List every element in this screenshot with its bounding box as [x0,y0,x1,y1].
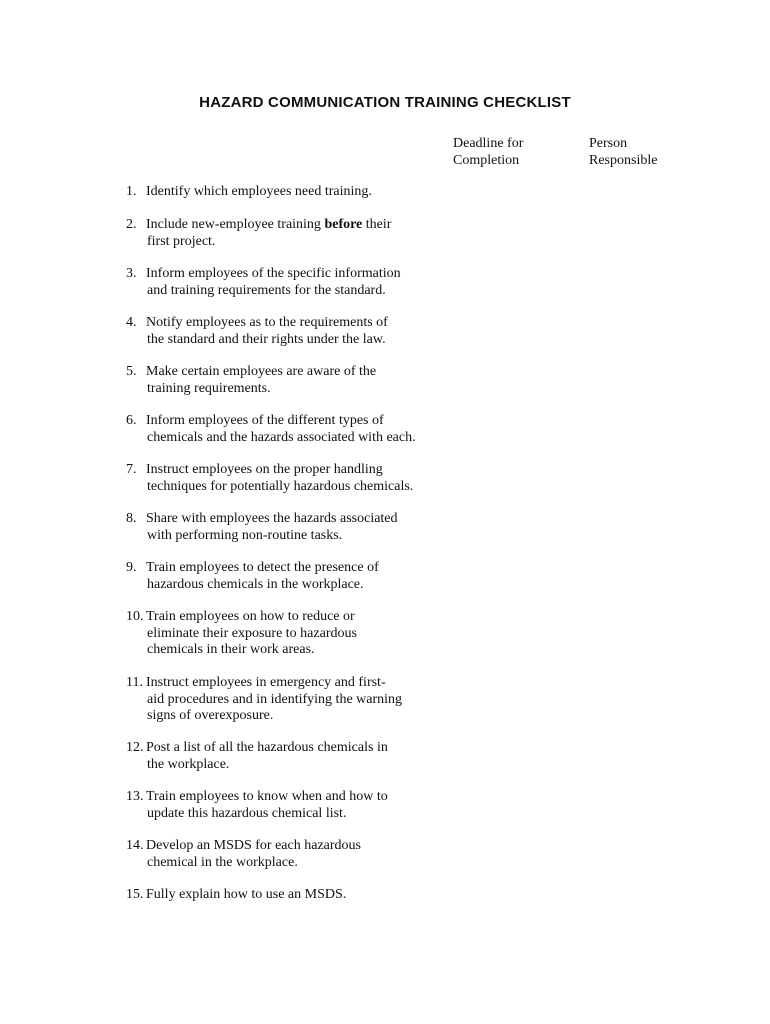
checklist-item-10 [126,609,357,659]
item-number: 7. [126,462,137,477]
person-header-line1: Person [589,136,628,151]
item-text-line2: first project. [147,233,216,249]
item-text-line1: Train employees to know when and how to [146,789,388,804]
item-text-line1: Inform employees of the different types of [146,413,384,428]
item-text-line2: chemical in the workplace. [147,854,298,870]
item-text-line1: Fully explain how to use an MSDS. [146,887,347,902]
item-number: 6. [126,413,137,428]
item-number: 12. [126,740,144,755]
checklist-item-8 [126,511,398,544]
checklist-item-1 [126,184,372,201]
item-text-line1-post: their [362,217,392,232]
item-text-line2: the workplace. [147,756,230,772]
item-number: 4. [126,315,137,330]
checklist-item-5 [126,364,376,397]
item-text-line1: Post a list of all the hazardous chemicals in [146,740,388,755]
item-text-line1: Identify which employees need training. [146,184,372,199]
item-text-line2: chemicals and the hazards associated with each. [147,429,416,445]
checklist-item-14 [126,838,361,871]
item-text-line1: Instruct employees in emergency and first- [146,675,386,690]
checklist-item-4 [126,315,388,348]
item-text-line2: aid procedures and in identifying the warning [147,691,403,707]
checklist-item-6 [126,413,416,446]
item-text-line2: with performing non-routine tasks. [147,527,343,543]
item-number: 11. [126,675,143,690]
checklist-item-12 [126,740,388,773]
item-text-line2: techniques for potentially hazardous chemicals. [147,478,414,494]
item-text-line2: hazardous chemicals in the workplace. [147,576,364,592]
checklist-item-13 [126,789,388,822]
page-title: HAZARD COMMUNICATION TRAINING CHECKLIST [199,94,571,111]
item-number: 8. [126,511,137,526]
item-text-line2: update this hazardous chemical list. [147,805,347,821]
item-text-line1: Make certain employees are aware of the [146,364,377,379]
item-number: 2. [126,217,137,232]
item-number: 1. [126,184,137,199]
deadline-header-line1: Deadline for [453,136,524,151]
item-text-line1: Train employees on how to reduce or [146,609,355,624]
item-number: 3. [126,266,137,281]
item-text-emphasis: before [324,217,363,232]
item-text-line1: Inform employees of the specific information [146,266,401,281]
item-text-line1: Train employees to detect the presence of [146,560,379,575]
item-number: 5. [126,364,137,379]
item-text-line2: and training requirements for the standard. [147,282,386,298]
checklist-item-9 [126,560,379,593]
item-text-line1: Share with employees the hazards associated [146,511,398,526]
item-number: 14. [126,838,144,853]
checklist-item-2 [126,217,391,250]
item-text-line2: training requirements. [147,380,271,396]
checklist-item-15 [126,887,346,904]
checklist-item-3 [126,266,401,299]
item-text-line3: chemicals in their work areas. [147,642,315,657]
checklist-item-11 [126,675,402,725]
item-number: 10. [126,609,144,624]
item-text-line1: Instruct employees on the proper handling [146,462,383,477]
item-text-line1: Notify employees as to the requirements of [146,315,388,330]
item-text-line2: the standard and their rights under the law. [147,331,386,347]
item-number: 15. [126,887,144,902]
item-number: 9. [126,560,137,575]
deadline-header-line2: Completion [453,153,520,168]
item-text-line2: eliminate their exposure to hazardous [147,625,357,641]
checklist-item-7 [126,462,413,495]
item-text-line1: Develop an MSDS for each hazardous [146,838,361,853]
item-text-line3: signs of overexposure. [147,708,274,723]
item-text-line1-pre: Include new-employee training [146,217,325,232]
item-number: 13. [126,789,144,804]
person-header-line2: Responsible [589,153,658,168]
